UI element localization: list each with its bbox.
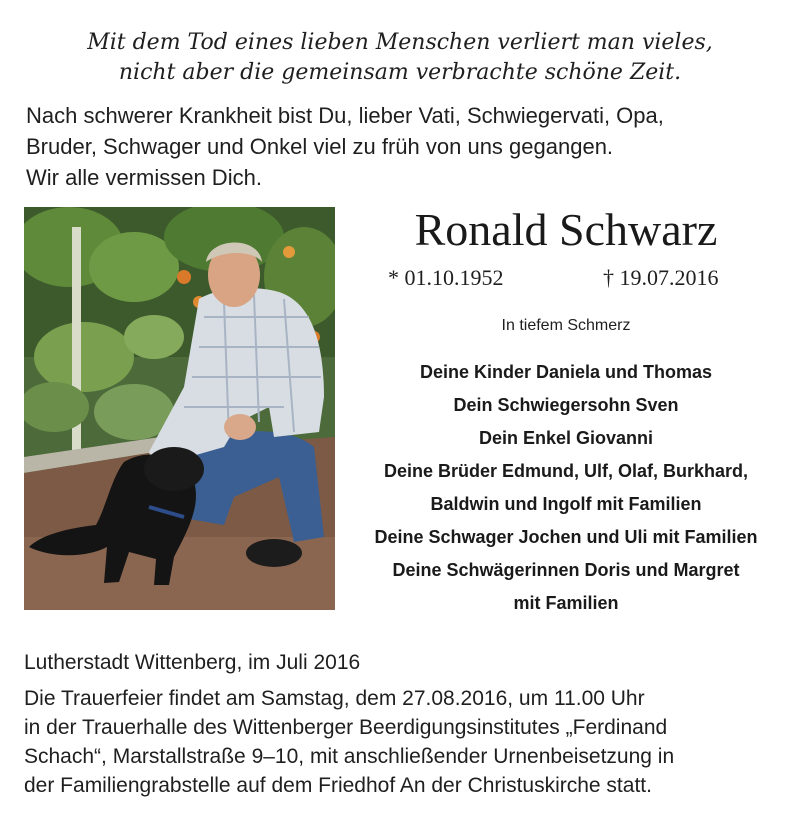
- intro-line: Wir alle vermissen Dich.: [26, 165, 262, 190]
- mourner-line: Baldwin und Ingolf mit Familien: [430, 494, 702, 514]
- mourning-heading: In tiefem Schmerz: [501, 317, 631, 334]
- mourner-line: mit Familien: [513, 593, 619, 613]
- deceased-name: Ronald Schwarz: [414, 204, 718, 255]
- intro-line: Nach schwerer Krankheit bist Du, lieber Vati, Schwiegervati, Opa,: [26, 103, 664, 128]
- place-and-date: Lutherstadt Wittenberg, im Juli 2016: [24, 651, 361, 674]
- funeral-line: Die Trauerfeier findet am Samstag, dem 27.08.2016, um 11.00 Uhr: [24, 687, 645, 710]
- funeral-notice: [24, 684, 784, 800]
- intro-line: Bruder, Schwager und Onkel viel zu früh von uns gegangen.: [26, 134, 614, 159]
- mourner-line: Deine Brüder Edmund, Ulf, Olaf, Burkhard,: [383, 461, 749, 481]
- birth-date: * 01.10.1952: [388, 265, 504, 290]
- mourner-line: Deine Schwager Jochen und Uli mit Familien: [374, 527, 758, 547]
- funeral-line: der Familiengrabstelle auf dem Friedhof An der Christuskirche statt.: [24, 774, 652, 797]
- mourner-line: Deine Kinder Daniela und Thomas: [419, 362, 713, 382]
- mourner-line: Dein Schwiegersohn Sven: [453, 395, 679, 415]
- portrait-photo: [24, 207, 335, 610]
- quote-line: nicht aber die gemeinsam verbrachte schöne Zeit.: [118, 60, 682, 85]
- portrait-photo-illustration: [24, 207, 335, 610]
- opening-quote: [0, 28, 800, 88]
- mourner-line: Dein Enkel Giovanni: [478, 428, 654, 448]
- mourners-list: [346, 356, 786, 620]
- death-date: † 19.07.2016: [603, 265, 719, 290]
- quote-line: Mit dem Tod eines lieben Menschen verliert man vieles,: [87, 30, 713, 55]
- intro-text: [26, 100, 786, 193]
- funeral-line: in der Trauerhalle des Wittenberger Beerdigungsinstitutes „Ferdinand: [24, 716, 668, 739]
- funeral-line: Schach“, Marstallstraße 9–10, mit anschließender Urnenbeisetzung in: [24, 745, 675, 768]
- mourner-line: Deine Schwägerinnen Doris und Margret: [392, 560, 740, 580]
